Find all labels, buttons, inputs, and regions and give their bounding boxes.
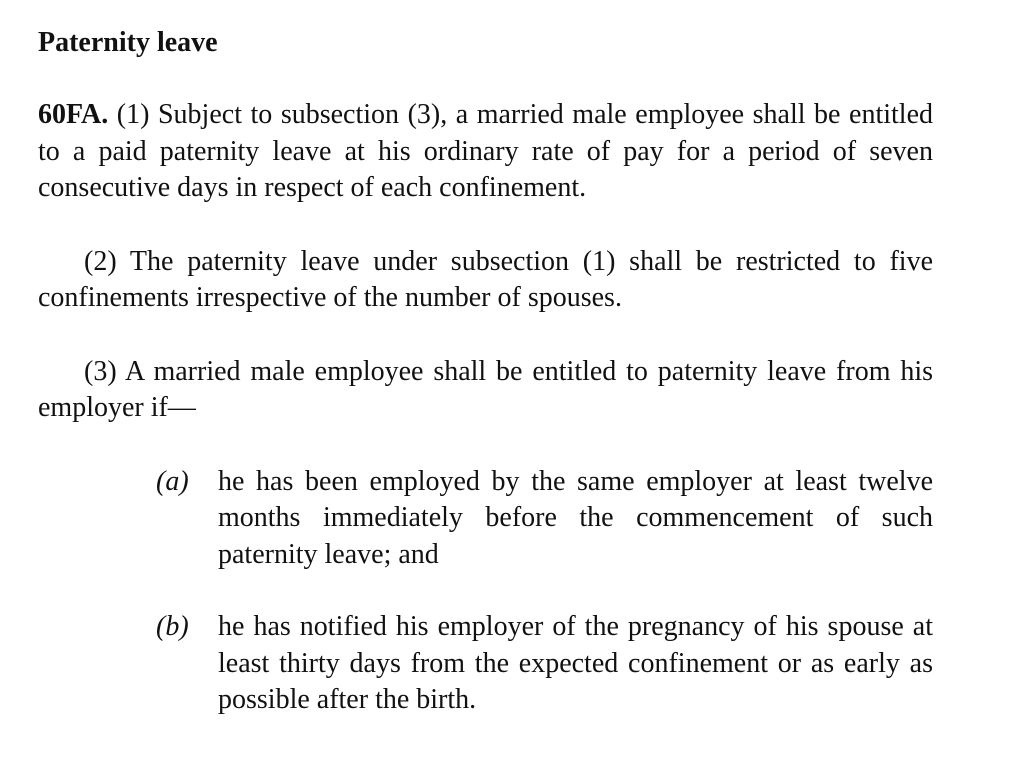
subsection-1-text: (1) Subject to subsection (3), a married male employee shall be entitled to a paid paternity leave at his ordinary rate of pay for a period of seven consecutive days in respect of each confinement.	[38, 99, 933, 203]
subsection-3-text: (3) A married male employee shall be entitled to paternity leave from his employer if—	[38, 355, 933, 423]
subsection-3	[38, 354, 933, 427]
subsection-2-text: (2) The paternity leave under subsection (1) shall be restricted to five confinements irrespective of the number of spouses.	[38, 245, 933, 313]
section-number: 60FA.	[38, 99, 109, 130]
item-label-a: (a)	[156, 465, 189, 497]
list-item-b	[156, 609, 933, 719]
subsection-2	[38, 244, 933, 317]
document-page	[38, 24, 933, 755]
list-item-a	[156, 464, 933, 574]
item-text-a: he has been employed by the same employer at least twelve months immediately before the commencement of such paternity leave; and	[218, 465, 933, 570]
item-label-b: (b)	[156, 611, 189, 642]
subsection-1	[38, 97, 933, 207]
item-text-b: he has notified his employer of the pregnancy of his spouse at least thirty days from the expected confinement or as early as possible after the birth.	[218, 611, 933, 715]
section-heading: Paternity leave	[38, 27, 218, 58]
